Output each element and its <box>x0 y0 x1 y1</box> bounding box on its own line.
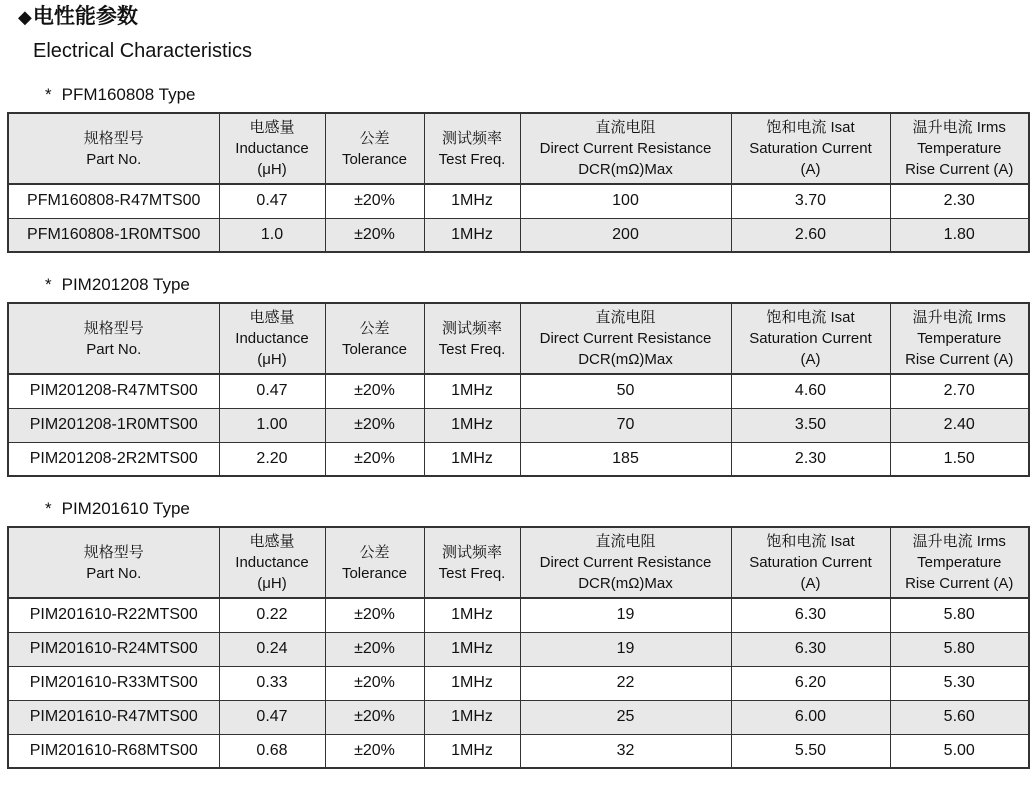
header-line: 规格型号 <box>83 543 144 561</box>
table-caption-label: PIM201208 Type <box>61 275 190 294</box>
cell-part-no: PFM160808-1R0MTS00 <box>8 218 219 252</box>
cell-part-no: PIM201610-R24MTS00 <box>8 632 219 666</box>
cell-inductance: 0.47 <box>219 700 325 734</box>
diamond-icon: ◆ <box>18 7 32 27</box>
header-line: 规格型号 <box>83 319 144 337</box>
cell-test-freq: 1MHz <box>424 374 520 408</box>
header-line: 温升电流 Irms <box>912 533 1006 550</box>
header-line: Part No. <box>86 150 142 168</box>
header-line: (A) <box>800 575 821 592</box>
cell-tolerance: ±20% <box>325 598 424 632</box>
cell-dcr: 19 <box>520 598 731 632</box>
header-line: 温升电流 Irms <box>912 309 1006 326</box>
column-header-test-freq <box>424 113 520 184</box>
caption-asterisk: * <box>45 499 52 518</box>
table-row <box>8 442 1029 476</box>
cell-isat: 2.60 <box>731 218 890 252</box>
header-line: Temperature <box>917 330 1002 347</box>
table-caption-label: PFM160808 Type <box>61 85 196 104</box>
cell-inductance: 1.00 <box>219 408 325 442</box>
header-line: (μH) <box>257 351 287 368</box>
table-row <box>8 632 1029 666</box>
header-line: 测试频率 <box>441 129 502 147</box>
cell-isat: 6.00 <box>731 700 890 734</box>
cell-isat: 6.30 <box>731 598 890 632</box>
header-line: 温升电流 Irms <box>912 119 1006 136</box>
table-section-pim201208 <box>7 275 1036 477</box>
cell-dcr: 32 <box>520 734 731 768</box>
spec-table <box>7 526 1030 769</box>
cell-tolerance: ±20% <box>325 734 424 768</box>
cell-part-no: PIM201610-R33MTS00 <box>8 666 219 700</box>
header-line: Temperature <box>917 140 1002 157</box>
cell-isat: 3.70 <box>731 184 890 218</box>
header-line: Inductance <box>235 554 309 571</box>
datasheet-page <box>0 4 1036 769</box>
header-line: Test Freq. <box>438 564 506 582</box>
cell-test-freq: 1MHz <box>424 184 520 218</box>
cell-dcr: 200 <box>520 218 731 252</box>
header-line: Rise Current (A) <box>905 575 1014 592</box>
table-caption <box>45 499 1036 519</box>
cell-isat: 6.20 <box>731 666 890 700</box>
header-line: Temperature <box>917 554 1002 571</box>
header-row <box>8 113 1029 184</box>
cell-inductance: 0.22 <box>219 598 325 632</box>
header-line: Test Freq. <box>438 340 506 358</box>
cell-inductance: 1.0 <box>219 218 325 252</box>
header-line: Saturation Current <box>749 140 872 157</box>
cell-tolerance: ±20% <box>325 184 424 218</box>
table-row <box>8 734 1029 768</box>
column-header-dcr <box>520 303 731 374</box>
column-header-tolerance <box>325 113 424 184</box>
caption-asterisk: * <box>45 85 52 104</box>
cell-isat: 3.50 <box>731 408 890 442</box>
cell-test-freq: 1MHz <box>424 442 520 476</box>
cell-part-no: PIM201208-R47MTS00 <box>8 374 219 408</box>
header-line: 规格型号 <box>83 129 144 147</box>
table-caption <box>45 275 1036 295</box>
header-line: 饱和电流 Isat <box>766 119 855 136</box>
column-header-part-no <box>8 527 219 598</box>
cell-dcr: 19 <box>520 632 731 666</box>
cell-part-no: PFM160808-R47MTS00 <box>8 184 219 218</box>
column-header-inductance <box>219 303 325 374</box>
column-header-test-freq <box>424 527 520 598</box>
header-line: (μH) <box>257 161 287 178</box>
table-caption-label: PIM201610 Type <box>61 499 190 518</box>
header-line: DCR(mΩ)Max <box>578 575 673 592</box>
header-line: 直流电阻 <box>595 119 656 136</box>
header-line: 电感量 <box>249 533 295 550</box>
header-line: 公差 <box>359 543 390 561</box>
cell-inductance: 0.33 <box>219 666 325 700</box>
page-title-zh: 电性能参数 <box>32 5 138 28</box>
header-line: Part No. <box>86 564 142 582</box>
cell-irms: 5.30 <box>890 666 1029 700</box>
cell-irms: 5.80 <box>890 632 1029 666</box>
column-header-irms <box>890 113 1029 184</box>
table-row <box>8 666 1029 700</box>
cell-tolerance: ±20% <box>325 408 424 442</box>
cell-irms: 5.60 <box>890 700 1029 734</box>
table-row <box>8 598 1029 632</box>
header-line: 电感量 <box>249 309 295 326</box>
column-header-dcr <box>520 527 731 598</box>
table-section-pim201610 <box>7 499 1036 769</box>
cell-dcr: 185 <box>520 442 731 476</box>
cell-dcr: 50 <box>520 374 731 408</box>
cell-dcr: 70 <box>520 408 731 442</box>
cell-tolerance: ±20% <box>325 374 424 408</box>
cell-irms: 2.70 <box>890 374 1029 408</box>
cell-irms: 1.50 <box>890 442 1029 476</box>
header-line: Tolerance <box>341 340 408 358</box>
cell-tolerance: ±20% <box>325 218 424 252</box>
header-line: 电感量 <box>249 119 295 136</box>
cell-tolerance: ±20% <box>325 666 424 700</box>
cell-isat: 4.60 <box>731 374 890 408</box>
header-line: Tolerance <box>341 564 408 582</box>
table-caption <box>45 85 1036 105</box>
header-line: Inductance <box>235 140 309 157</box>
header-row <box>8 303 1029 374</box>
column-header-tolerance <box>325 527 424 598</box>
column-header-part-no <box>8 303 219 374</box>
header-line: 测试频率 <box>441 543 502 561</box>
header-line: Test Freq. <box>438 150 506 168</box>
header-line: (A) <box>800 351 821 368</box>
table-row <box>8 700 1029 734</box>
cell-inductance: 0.47 <box>219 374 325 408</box>
header-line: DCR(mΩ)Max <box>578 161 673 178</box>
cell-inductance: 0.68 <box>219 734 325 768</box>
cell-dcr: 22 <box>520 666 731 700</box>
column-header-inductance <box>219 527 325 598</box>
cell-inductance: 2.20 <box>219 442 325 476</box>
header-line: 公差 <box>359 319 390 337</box>
header-line: (A) <box>800 161 821 178</box>
cell-inductance: 0.47 <box>219 184 325 218</box>
page-title-en: Electrical Characteristics <box>33 40 252 62</box>
spec-table <box>7 112 1030 253</box>
cell-part-no: PIM201208-2R2MTS00 <box>8 442 219 476</box>
column-header-isat <box>731 303 890 374</box>
cell-dcr: 25 <box>520 700 731 734</box>
column-header-irms <box>890 303 1029 374</box>
header-line: Rise Current (A) <box>905 351 1014 368</box>
header-line: Direct Current Resistance <box>539 554 712 571</box>
cell-part-no: PIM201208-1R0MTS00 <box>8 408 219 442</box>
table-row <box>8 408 1029 442</box>
cell-inductance: 0.24 <box>219 632 325 666</box>
cell-irms: 5.80 <box>890 598 1029 632</box>
cell-part-no: PIM201610-R47MTS00 <box>8 700 219 734</box>
cell-tolerance: ±20% <box>325 700 424 734</box>
cell-irms: 5.00 <box>890 734 1029 768</box>
column-header-dcr <box>520 113 731 184</box>
header-line: Part No. <box>86 340 142 358</box>
cell-test-freq: 1MHz <box>424 632 520 666</box>
cell-part-no: PIM201610-R68MTS00 <box>8 734 219 768</box>
cell-test-freq: 1MHz <box>424 700 520 734</box>
header-line: 饱和电流 Isat <box>766 533 855 550</box>
column-header-isat <box>731 527 890 598</box>
column-header-test-freq <box>424 303 520 374</box>
cell-isat: 5.50 <box>731 734 890 768</box>
header-line: (μH) <box>257 575 287 592</box>
column-header-irms <box>890 527 1029 598</box>
column-header-isat <box>731 113 890 184</box>
table-row <box>8 218 1029 252</box>
cell-irms: 1.80 <box>890 218 1029 252</box>
cell-isat: 2.30 <box>731 442 890 476</box>
column-header-inductance <box>219 113 325 184</box>
cell-isat: 6.30 <box>731 632 890 666</box>
header-line: Inductance <box>235 330 309 347</box>
cell-tolerance: ±20% <box>325 632 424 666</box>
cell-irms: 2.30 <box>890 184 1029 218</box>
header-line: 饱和电流 Isat <box>766 309 855 326</box>
table-row <box>8 184 1029 218</box>
header-line: Rise Current (A) <box>905 161 1014 178</box>
cell-test-freq: 1MHz <box>424 598 520 632</box>
cell-dcr: 100 <box>520 184 731 218</box>
table-section-pfm160808 <box>7 85 1036 253</box>
header-line: Direct Current Resistance <box>539 330 712 347</box>
cell-test-freq: 1MHz <box>424 408 520 442</box>
cell-part-no: PIM201610-R22MTS00 <box>8 598 219 632</box>
header-line: DCR(mΩ)Max <box>578 351 673 368</box>
table-row <box>8 374 1029 408</box>
header-line: 直流电阻 <box>595 309 656 326</box>
caption-asterisk: * <box>45 275 52 294</box>
header-line: Saturation Current <box>749 554 872 571</box>
spec-table <box>7 302 1030 477</box>
cell-test-freq: 1MHz <box>424 666 520 700</box>
header-line: 测试频率 <box>441 319 502 337</box>
header-line: 直流电阻 <box>595 533 656 550</box>
header-line: Tolerance <box>341 150 408 168</box>
header-line: Direct Current Resistance <box>539 140 712 157</box>
page-title <box>18 4 1036 30</box>
column-header-tolerance <box>325 303 424 374</box>
column-header-part-no <box>8 113 219 184</box>
cell-irms: 2.40 <box>890 408 1029 442</box>
cell-test-freq: 1MHz <box>424 218 520 252</box>
header-row <box>8 527 1029 598</box>
cell-test-freq: 1MHz <box>424 734 520 768</box>
header-line: Saturation Current <box>749 330 872 347</box>
cell-tolerance: ±20% <box>325 442 424 476</box>
header-line: 公差 <box>359 129 390 147</box>
